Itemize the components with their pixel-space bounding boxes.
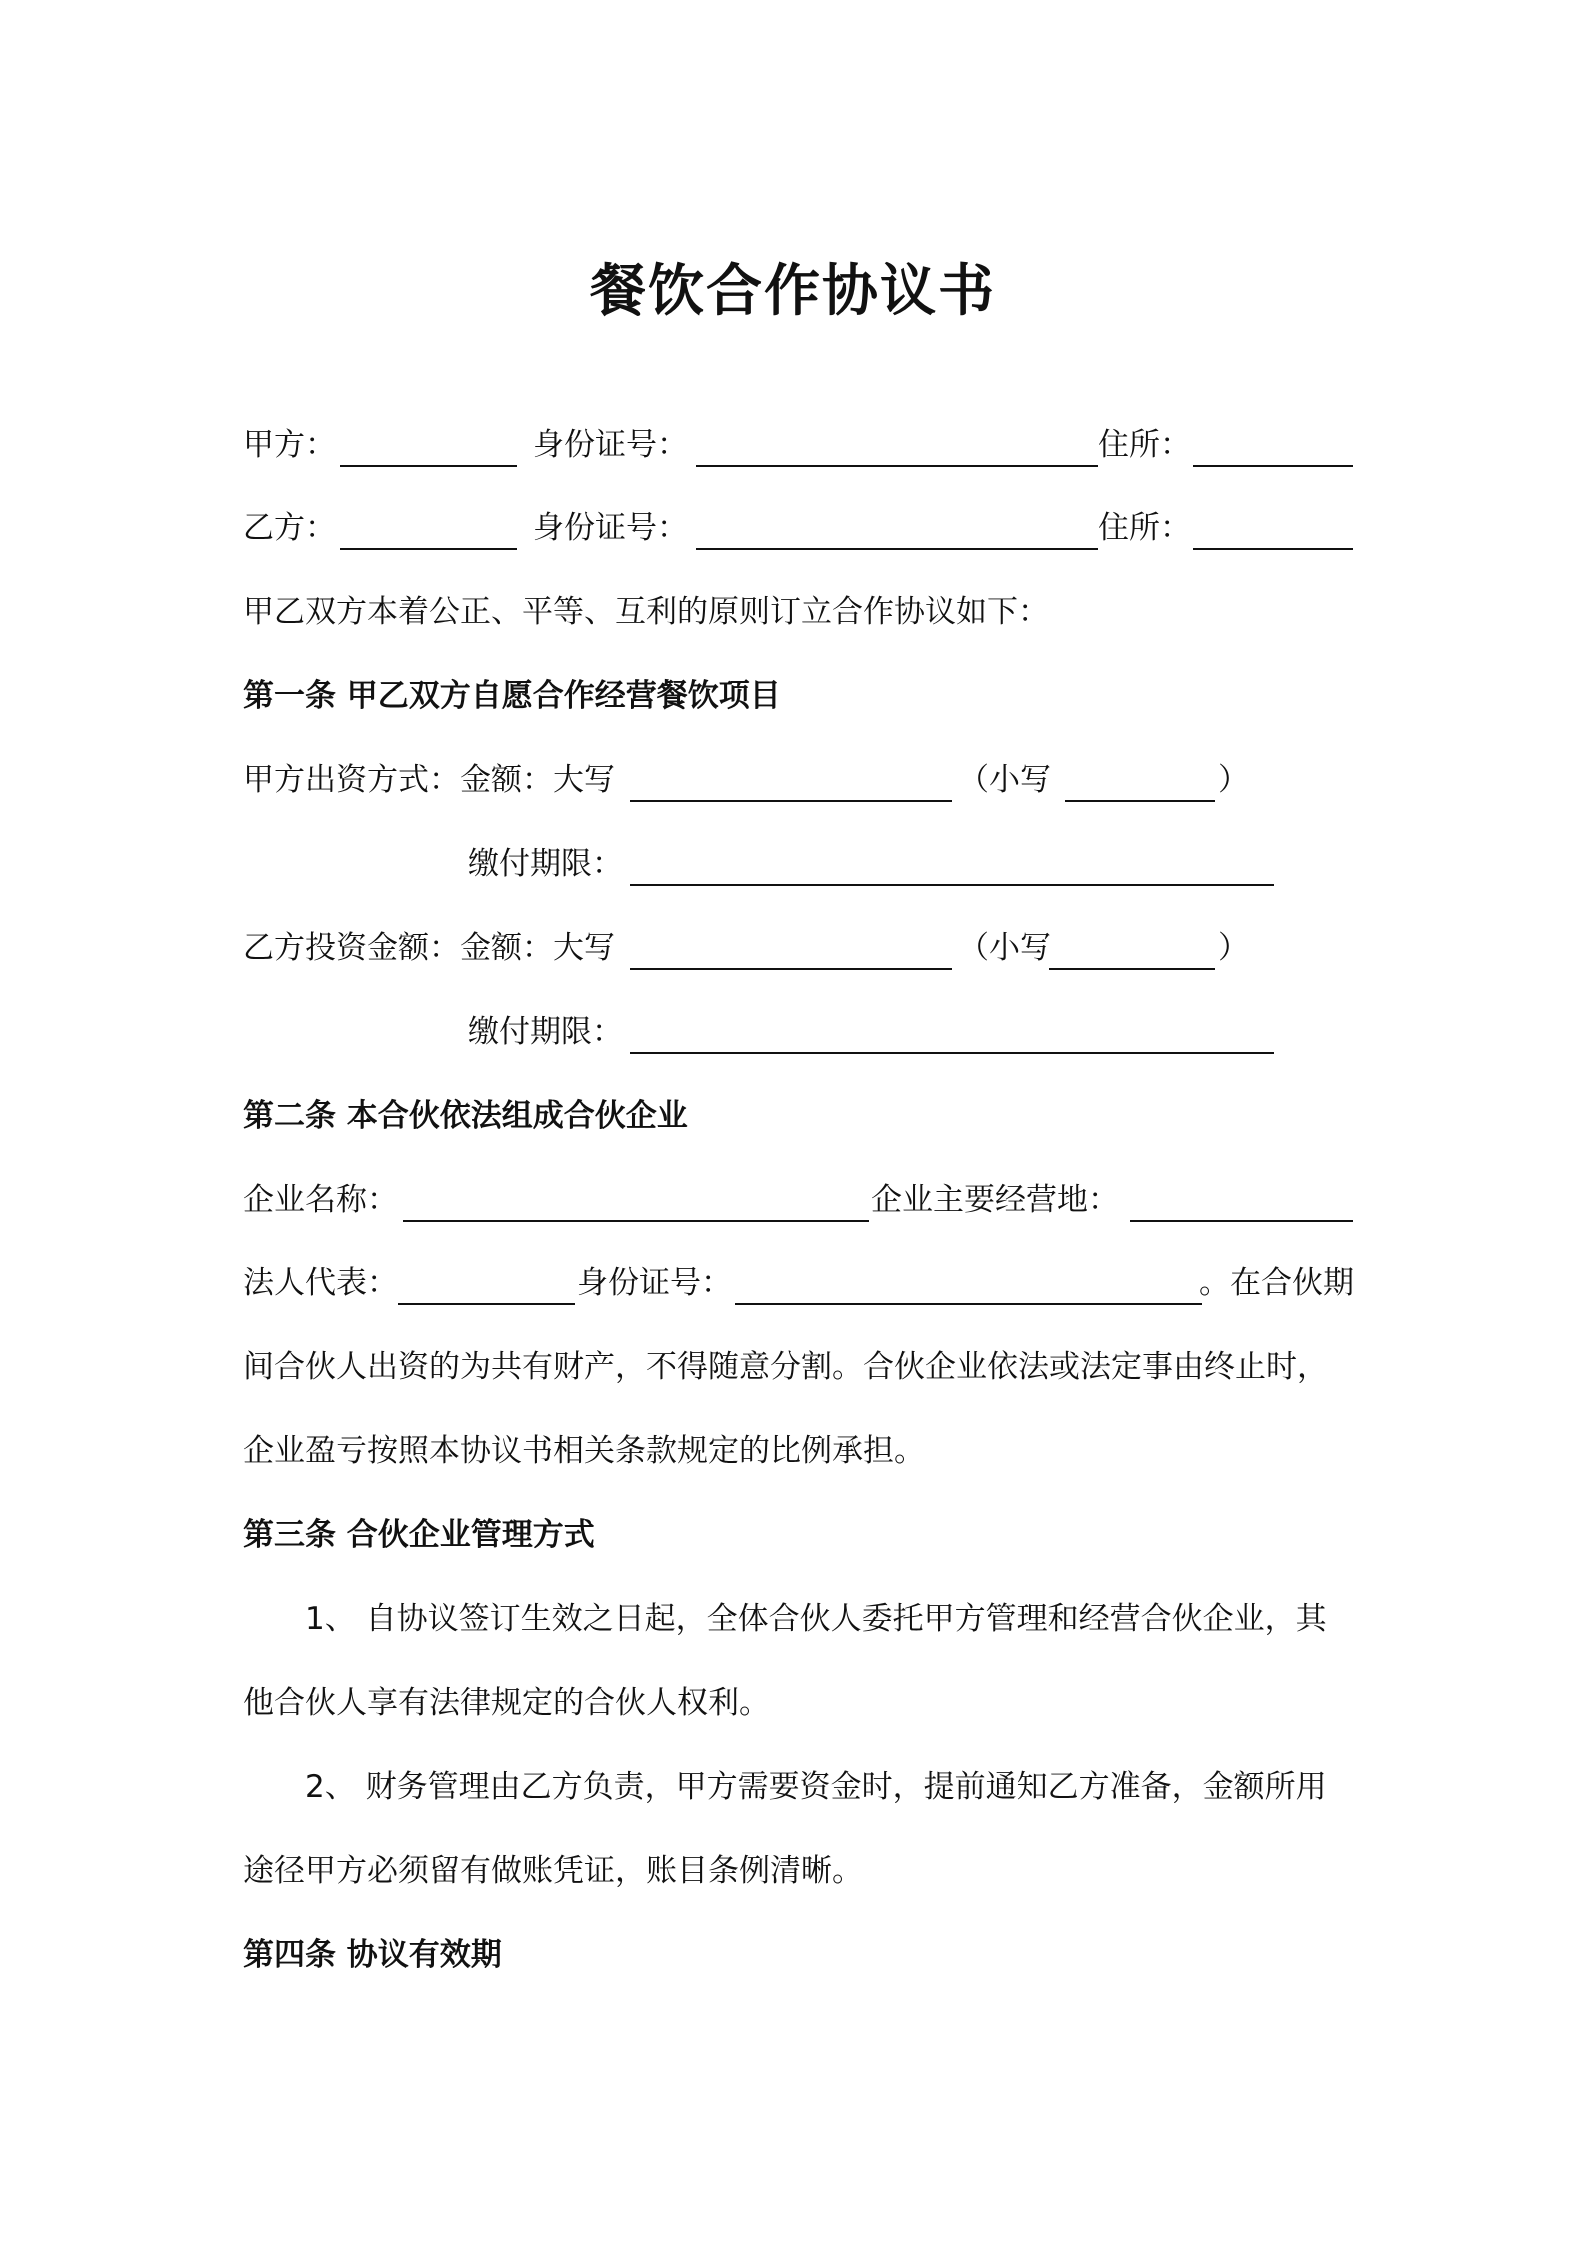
- article3-item1-line1: 1、 自协议签订生效之日起，全体合伙人委托甲方管理和经营合伙企业，其: [305, 1601, 1327, 1637]
- article3-item2-line2: 途径甲方必须留有做账凭证，账目条例清晰。: [243, 1853, 863, 1889]
- party-a-address-blank[interactable]: [1193, 465, 1353, 467]
- party-b-investment-label: 乙方投资金额：金额：大写: [243, 930, 615, 966]
- document-title: 餐饮合作协议书: [590, 259, 996, 324]
- legal-rep-line: [243, 1253, 1353, 1313]
- article2-line2: 间合伙人出资的为共有财产，不得随意分割。合伙企业依法或法定事由终止时，: [243, 1349, 1328, 1385]
- company-name-blank[interactable]: [403, 1220, 869, 1222]
- legal-rep-blank[interactable]: [398, 1303, 575, 1305]
- party-b-investment-line: [243, 918, 1353, 978]
- main-place-blank[interactable]: [1130, 1220, 1353, 1222]
- party-b-deadline-label: 缴付期限：: [468, 1014, 623, 1050]
- legal-rep-id-label: 身份证号：: [577, 1265, 732, 1301]
- article3-item1-line2: 他合伙人享有法律规定的合伙人权利。: [243, 1685, 770, 1721]
- party-b-address-blank[interactable]: [1193, 548, 1353, 550]
- article1-heading: 第一条 甲乙双方自愿合作经营餐饮项目: [243, 678, 781, 714]
- intro-paragraph: 甲乙双方本着公正、平等、互利的原则订立合作协议如下：: [243, 594, 1049, 630]
- party-b-small-close: ）: [1218, 930, 1249, 966]
- party-a-address-label: 住所：: [1098, 427, 1191, 463]
- party-b-id-label: 身份证号：: [533, 510, 688, 546]
- party-a-line: [243, 415, 1353, 475]
- party-a-amount-small-blank[interactable]: [1065, 800, 1215, 802]
- party-b-line: [243, 498, 1353, 558]
- party-a-name-blank[interactable]: [340, 465, 517, 467]
- party-a-small-open: （小写: [958, 762, 1051, 798]
- party-b-label: 乙方：: [243, 510, 336, 546]
- party-a-id-label: 身份证号：: [533, 427, 688, 463]
- party-b-deadline-line: [243, 1002, 1353, 1062]
- article2-line3: 企业盈亏按照本协议书相关条款规定的比例承担。: [243, 1433, 925, 1469]
- party-b-amount-capital-blank[interactable]: [630, 968, 952, 970]
- legal-rep-label: 法人代表：: [243, 1265, 398, 1301]
- party-a-investment-label: 甲方出资方式：金额：大写: [243, 762, 615, 798]
- article4-heading: 第四条 协议有效期: [243, 1937, 502, 1973]
- party-b-address-label: 住所：: [1098, 510, 1191, 546]
- article2-tail: 。在合伙期: [1199, 1265, 1354, 1301]
- party-a-deadline-blank[interactable]: [630, 884, 1274, 886]
- article3-item2-line1: 2、 财务管理由乙方负责，甲方需要资金时，提前通知乙方准备，金额所用: [305, 1769, 1327, 1805]
- article2-heading: 第二条 本合伙依法组成合伙企业: [243, 1098, 688, 1134]
- company-name-label: 企业名称：: [243, 1182, 398, 1218]
- party-a-deadline-line: [243, 834, 1353, 894]
- party-a-label: 甲方：: [243, 427, 336, 463]
- party-b-small-open: （小写: [958, 930, 1051, 966]
- legal-rep-id-blank[interactable]: [735, 1303, 1202, 1305]
- party-a-small-close: ）: [1218, 762, 1249, 798]
- party-b-deadline-blank[interactable]: [630, 1052, 1274, 1054]
- article3-heading: 第三条 合伙企业管理方式: [243, 1517, 595, 1553]
- party-a-deadline-label: 缴付期限：: [468, 846, 623, 882]
- party-a-id-blank[interactable]: [696, 465, 1098, 467]
- party-a-investment-line: [243, 750, 1353, 810]
- party-b-id-blank[interactable]: [696, 548, 1098, 550]
- party-b-amount-small-blank[interactable]: [1049, 968, 1215, 970]
- company-name-line: [243, 1170, 1353, 1230]
- party-a-amount-capital-blank[interactable]: [630, 800, 952, 802]
- party-b-name-blank[interactable]: [340, 548, 517, 550]
- main-place-label: 企业主要经营地：: [871, 1182, 1119, 1218]
